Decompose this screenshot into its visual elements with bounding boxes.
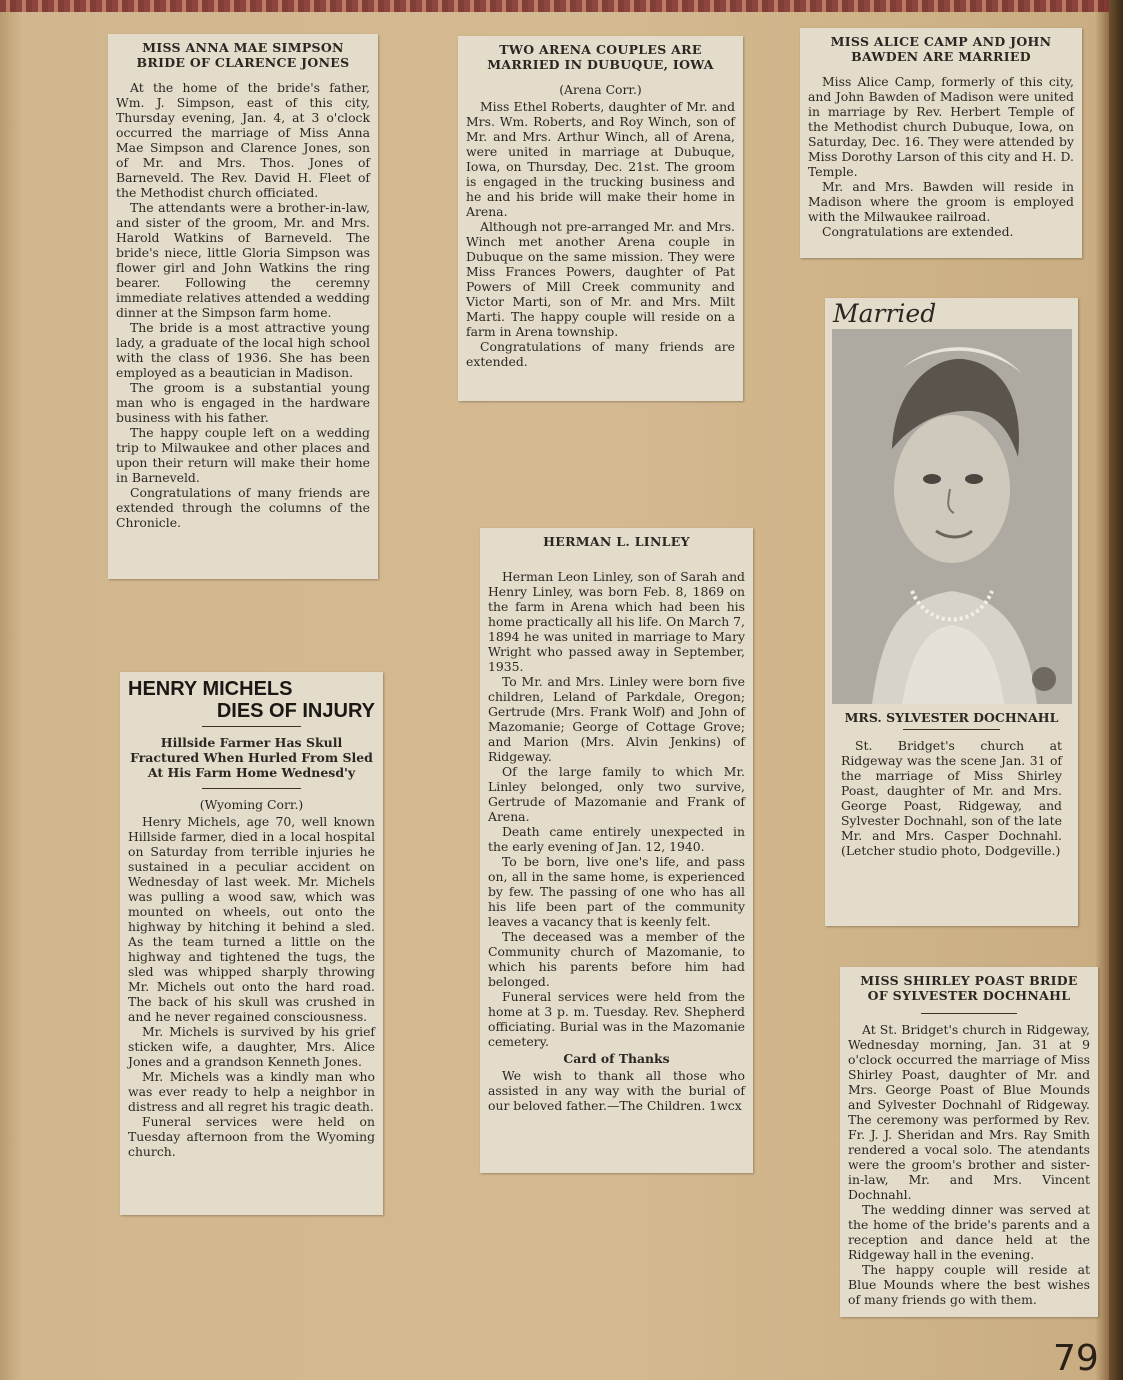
clipping-headline: MISS SHIRLEY POAST BRIDE OF SYLVESTER DOCHNAHL — [860, 973, 1078, 1003]
paragraph: St. Bridget's church at Ridgeway was the scene Jan. 31 of the marriage of Miss Shirley Poast, daughter of Mr. and Mrs. George Poast, Ridgeway, and Sylvester Dochnahl, son of the late Mr. and Mrs. Casper Dochnahl. (Letcher studio photo, Dodgeville.) — [841, 738, 1062, 858]
paragraph: At the home of the bride's father, Wm. J. Simpson, east of this city, Thursday evening, Jan. 4, at 3 o'clock occurred the marriage of Miss Anna Mae Simpson and Clarence Jones, son of Mr. and Mrs. Thos. Jones of Barneveld. The Rev. David H. Fleet of the Methodist church officiated. — [116, 80, 370, 200]
correspondent-line: (Arena Corr.) — [559, 82, 642, 97]
book-spine — [1109, 0, 1123, 1380]
paragraph: Death came entirely unexpected in the early evening of Jan. 12, 1940. — [488, 824, 745, 854]
clipping-simpson-wedding — [108, 34, 378, 579]
clipping-headline: MISS ALICE CAMP AND JOHN BAWDEN ARE MARRIED — [830, 34, 1052, 64]
paragraph: The happy couple left on a wedding trip to Milwaukee and other places and upon their return will make their home in Barneveld. — [116, 425, 370, 485]
paragraph: Of the large family to which Mr. Linley belonged, only two survive, Gertrude of Mazomanie and Frank of Arena. — [488, 764, 745, 824]
married-heading: Married — [833, 299, 937, 328]
clipping-headline: TWO ARENA COUPLES ARE MARRIED IN DUBUQUE, IOWA — [487, 42, 714, 72]
clipping-arena-couples — [458, 36, 743, 401]
paragraph: Funeral services were held on Tuesday afternoon from the Wyoming church. — [128, 1114, 375, 1159]
clipping-camp-bawden — [800, 28, 1082, 258]
paragraph: At St. Bridget's church in Ridgeway, Wednesday morning, Jan. 31 at 9 o'clock occurred the marriage of Miss Shirley Poast, daughter of Mr. and Mrs. George Poast of Blue Mounds and Sylvester Dochnahl of Ridgeway. The ceremony was performed by Rev. Fr. J. J. Sheridan and Mrs. Ray Smith rendered a vocal solo. The atendants were the groom's brother and sister-in-law, Mr. and Mrs. Vincent Dochnahl. — [848, 1022, 1090, 1202]
divider — [921, 1013, 1018, 1014]
paragraph: The groom is a substantial young man who is engaged in the hardware business with his father. — [116, 380, 370, 425]
clipping-headline: MISS ANNA MAE SIMPSON BRIDE OF CLARENCE JONES — [136, 40, 350, 70]
clipping-headline: HERMAN L. LINLEY — [543, 534, 690, 549]
headline-line-2: DIES OF INJURY — [216, 700, 375, 722]
paragraph: The wedding dinner was served at the home of the bride's parents and a reception and dance held at the Ridgeway hall in the evening. — [848, 1202, 1090, 1262]
paragraph: The deceased was a member of the Community church of Mazomanie, to which his parents before him had belonged. — [488, 929, 745, 989]
paragraph: The attendants were a brother-in-law, and sister of the groom, Mr. and Mrs. Harold Watkins of Barneveld. The bride's niece, little Gloria Simpson was flower girl and John Watkins the ring bearer. Following the ceremny immediate relatives attended a wedding dinner at the Simpson farm home. — [116, 200, 370, 320]
photo-caption: MRS. SYLVESTER DOCHNAHL — [844, 710, 1059, 725]
clipping-married-photo — [825, 298, 1078, 926]
subheadline: Hillside Farmer Has Skull Fractured When Hurled From Sled At His Farm Home Wednesd'y — [130, 735, 373, 780]
handwritten-page-number: 79 — [1053, 1338, 1099, 1379]
clipping-linley-obituary — [480, 528, 753, 1173]
portrait-illustration — [832, 329, 1072, 704]
paragraph: Congratulations of many friends are extended through the columns of the Chronicle. — [116, 485, 370, 530]
paragraph: We wish to thank all those who assisted in any way with the burial of our beloved father.—The Children. 1wcx — [488, 1068, 745, 1113]
divider — [903, 729, 999, 730]
correspondent-line: (Wyoming Corr.) — [199, 797, 304, 812]
paragraph: Mr. Michels is survived by his grief sticken wife, a daughter, Mrs. Alice Jones and a grandson Kenneth Jones. — [128, 1024, 375, 1069]
headline-line-1: HENRY MICHELS — [128, 678, 293, 700]
paragraph: Funeral services were held from the home at 3 p. m. Tuesday. Rev. Shepherd officiating. Burial was in the Mazomanie cemetery. — [488, 989, 745, 1049]
divider — [202, 788, 301, 789]
clipping-poast-wedding — [840, 967, 1098, 1317]
paragraph: The bride is a most attractive young lady, a graduate of the local high school with the class of 1936. She has been employed as a beautician in Madison. — [116, 320, 370, 380]
paragraph: Miss Ethel Roberts, daughter of Mr. and Mrs. Wm. Roberts, and Roy Winch, son of Mr. and Mrs. Arthur Winch, all of Arena, were united in marriage at Dubuque, Iowa, on Thursday, Dec. 21st. The groom is engaged in the trucking business and he and his bride will make their home in Arena. — [466, 99, 735, 219]
divider — [202, 726, 301, 727]
fabric-edge — [0, 0, 1123, 12]
paragraph: Congratulations are extended. — [822, 224, 1014, 239]
paragraph: Mr. Michels was a kindly man who was ever ready to help a neighbor in distress and all regret his tragic death. — [128, 1069, 375, 1114]
paragraph: Herman Leon Linley, son of Sarah and Henry Linley, was born Feb. 8, 1869 on the farm in Arena which had been his home practically all his life. On March 7, 1894 he was united in marriage to Mary Wright who passed away in September, 1935. — [488, 569, 745, 674]
paragraph: To Mr. and Mrs. Linley were born five children, Leland of Parkdale, Oregon; Gertrude (Mrs. Frank Wolf) and John of Mazomanie; George of Cottage Grove; and Marion (Mrs. Alvin Jenkins) of Ridgeway. — [488, 674, 745, 764]
paragraph: Congratulations of many friends are extended. — [466, 339, 735, 369]
clipping-michels-injury — [120, 672, 383, 1215]
paragraph: Henry Michels, age 70, well known Hillside farmer, died in a local hospital on Saturday from terrible injuries he sustained in a peculiar accident on Wednesday of last week. Mr. Michels was pulling a wood saw, which was mounted on wheels, out onto the highway by hitching it behind a sled. As the team turned a little on the highway and tightened the tugs, the sled was whipped sharply throwing Mr. Michels out onto the hard road. The back of his skull was crushed in and he never regained consciousness. — [128, 814, 375, 1024]
paragraph: Miss Alice Camp, formerly of this city, and John Bawden of Madison were united in marriage by Rev. Herbert Temple of the Methodist church Dubuque, Iowa, on Saturday, Dec. 16. They were attended by Miss Dorothy Larson of this city and H. D. Temple. — [808, 74, 1074, 179]
paragraph: The happy couple will reside at Blue Mounds where the best wishes of many friends go with them. — [848, 1262, 1090, 1307]
paragraph: Although not pre-arranged Mr. and Mrs. Winch met another Arena couple in Dubuque on the same mission. They were Miss Frances Powers, daughter of Pat Powers of Mill Creek community and Victor Marti, son of Mr. and Mrs. Milt Marti. The happy couple will reside on a farm in Arena township. — [466, 219, 735, 339]
bride-portrait-photo — [832, 329, 1072, 704]
card-of-thanks-heading: Card of Thanks — [563, 1051, 670, 1066]
paragraph: To be born, live one's life, and pass on, all in the same home, is experienced by few. The passing of one who has all his life been part of the community leaves a vacancy that is keenly felt. — [488, 854, 745, 929]
paragraph: Mr. and Mrs. Bawden will reside in Madison where the groom is employed with the Milwaukee railroad. — [808, 179, 1074, 224]
